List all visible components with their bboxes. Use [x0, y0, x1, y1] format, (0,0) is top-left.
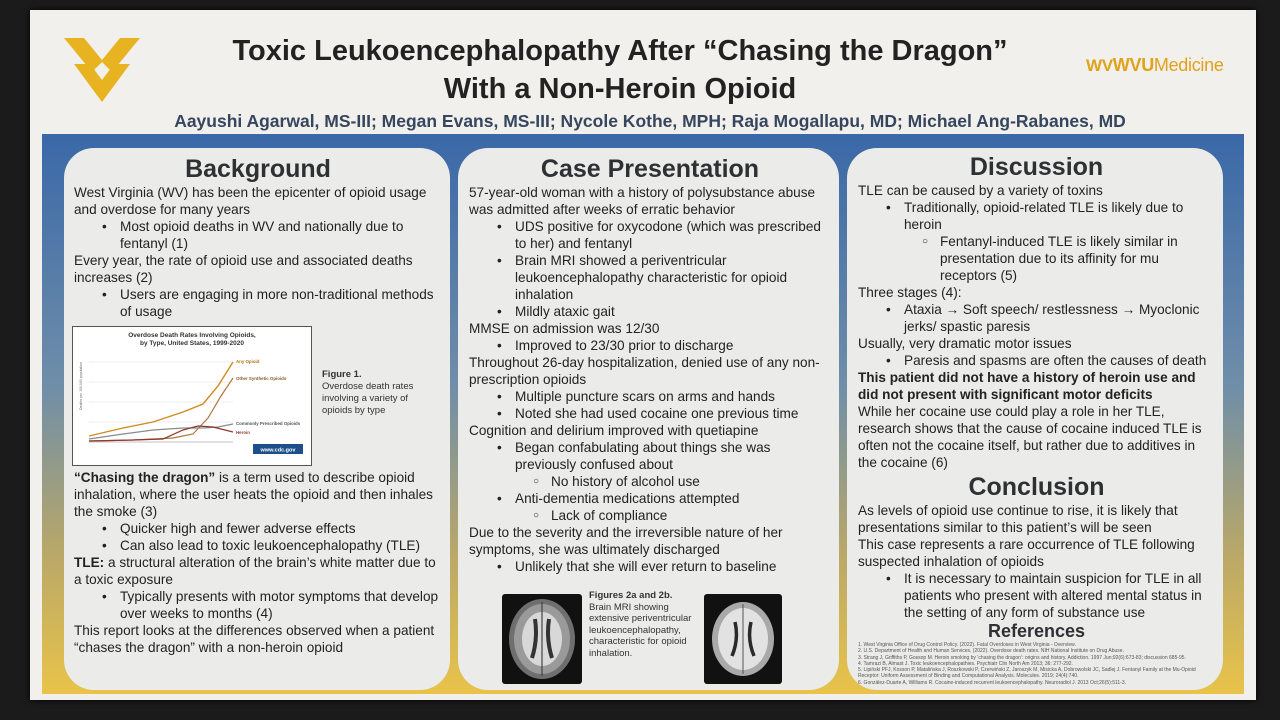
figure-2-caption-title: Figures 2a and 2b. [589, 590, 673, 601]
reference-item: 4. Tamrazi B, Almast J. Toxic leukoencephalopathies. Psychiatr Clin North Am 2013; 36: 277-292. [858, 660, 1073, 667]
background-bullet-3: • Quicker high and fewer adverse effects [102, 520, 442, 537]
case-subbullet-1: ○ No history of alcohol use [533, 473, 831, 490]
case-heading: Case Presentation [540, 155, 760, 183]
legend-other-synthetic: Other Synthetic Opioids [236, 376, 287, 381]
figure-title-2: by Type, United States, 1999-2020 [140, 340, 244, 347]
overdose-chart-image [72, 326, 312, 466]
discussion-subbullet-1: ○ Fentanyl-induced TLE is likely similar in presentation due to its affinity for mu receptors (5) [922, 233, 1215, 284]
discussion-bullet-3: • Paresis and spasms are often the causes of death [886, 352, 1215, 369]
conclusion-bullet-1: • It is necessary to maintain suspicion for TLE in all patients who present with altered mental status in the setting of any form of substance use [886, 570, 1215, 621]
overdose-chart-plot [73, 348, 309, 458]
figure-title-1: Overdose Death Rates Involving Opioids, [128, 332, 256, 339]
discussion-para-1: TLE can be caused by a variety of toxins [858, 183, 1103, 198]
case-para-3: Throughout 26-day hospitalization, denied use of any non-prescription opioids [469, 355, 820, 387]
figure-1-caption-title: Figure 1. [322, 369, 362, 380]
case-bullet-6: • Noted she had used cocaine one previous time [497, 405, 831, 422]
wvu-logo-mark: WV [1086, 56, 1113, 75]
tle-definition: a structural alteration of the brain’s white matter due to a toxic exposure [74, 555, 436, 587]
conclusion-para-2: This case represents a rare occurrence of TLE following suspected inhalation of opioids [858, 537, 1195, 569]
author-list: Aayushi Agarwal, MS-III; Megan Evans, MS-III; Nycole Kothe, MPH; Raja Mogallapu, MD; Michael Ang-Rabanes, MD [174, 111, 1126, 131]
case-bullet-3: • Mildly ataxic gait [497, 303, 831, 320]
discussion-heading: Discussion [969, 153, 1104, 181]
legend-any-opioid: Any Opioid [236, 359, 260, 364]
wvu-medicine-logo [1086, 55, 1224, 76]
references-heading: References [987, 621, 1086, 641]
discussion-bullet-1: • Traditionally, opioid-related TLE is likely due to heroin [886, 199, 1215, 233]
conclusion-para-1: As levels of opioid use continue to rise, it is likely that presentations similar to this patient’s will be seen [858, 503, 1178, 535]
background-panel [64, 148, 450, 690]
reference-item: 5. Lipiński PFJ, Kosson P, Matalińska J, Roszkowski P, Czerwiński Z, Jaroszyk M, Misicka A, Dobrowolski JC, Sadlej J. Fentanyl Family at the Mu-Opioid Receptor: Uniform Assessment of Binding and Computational Analysis. Molecules. 2019; 24(4):740. [858, 667, 1196, 680]
references-list [858, 642, 1215, 686]
chasing-dragon-definition: is a term used to describe opioid inhalation, where the user heats the opioid and then inhales the smoke (3) [74, 470, 433, 519]
case-bullet-2: • Brain MRI showed a periventricular leukoencephalopathy characteristic for opioid inhalation [497, 252, 831, 303]
cdc-badge: www.cdc.gov [260, 447, 296, 454]
discussion-para-2: Three stages (4): [858, 285, 962, 300]
case-para-1: 57-year-old woman with a history of polysubstance abuse was admitted after weeks of erratic behavior [469, 185, 816, 217]
legend-heroin: Heroin [236, 430, 250, 435]
discussion-para-3: Usually, very dramatic motor issues [858, 336, 1072, 351]
case-presentation-panel [458, 148, 839, 690]
wv-logo-icon [64, 34, 140, 106]
discussion-para-4: While her cocaine use could play a role in her TLE, research shows that the cause of cocaine induced TLE is often not the cocaine itself, but rather due to additives in the cocaine (6) [858, 404, 1202, 470]
background-para-1: West Virginia (WV) has been the epicenter of opioid usage and overdose for many years [74, 185, 427, 217]
case-bullet-8: • Anti-dementia medications attempted [497, 490, 831, 507]
reference-item: 6. González-Duarte A, Williams R. Cocaine-induced recurrent leukoencephalopathy. Neuroradiol J. 2013 Oct;26(5):511-3. [858, 679, 1127, 686]
wvu-logo-word: Medicine [1153, 55, 1224, 75]
poster-title-line1: Toxic Leukoencephalopathy After “Chasing the Dragon” [232, 35, 1008, 67]
case-bullet-1: • UDS positive for oxycodone (which was prescribed to her) and fentanyl [497, 218, 831, 252]
wvu-logo-bold: WVU [1112, 55, 1154, 75]
case-para-2: MMSE on admission was 12/30 [469, 321, 660, 336]
background-bullet-1: • Most opioid deaths in WV and nationally due to fentanyl (1) [102, 218, 442, 252]
poster-title-line2: With a Non-Heroin Opioid [443, 73, 797, 105]
background-para-2: Every year, the rate of opioid use and associated deaths increases (2) [74, 253, 413, 285]
reference-item: 2. U.S. Department of Health and Human Services. (2022). Overdose death rates. NIH National Institute on Drug Abuse. [858, 648, 1124, 655]
figure-1 [74, 323, 442, 469]
tle-term: TLE: [74, 555, 105, 570]
figure-ylabel: Deaths per 100,000 population [79, 362, 83, 410]
background-chasing-para [74, 469, 442, 520]
case-bullet-4: • Improved to 23/30 prior to discharge [497, 337, 831, 354]
case-bullet-7: • Began confabulating about things she was previously confused about [497, 439, 831, 473]
poster [30, 10, 1256, 700]
case-bullet-5: • Multiple puncture scars on arms and hands [497, 388, 831, 405]
discussion-panel [847, 148, 1223, 690]
reference-item: 3. Strang J, Griffiths P, Gossop M. Heroin smoking by ‘chasing the dragon’: origins and history. Addiction. 1997 Jun;92(6):673-83; discussion 685-95. [858, 654, 1186, 661]
background-bullet-5: • Typically presents with motor symptoms that develop over weeks to months (4) [102, 588, 442, 622]
background-heading: Background [185, 155, 331, 183]
legend-prescribed: Commonly Prescribed Opioids [236, 421, 301, 426]
case-subbullet-2: ○ Lack of compliance [533, 507, 831, 524]
background-tle-para [74, 554, 442, 588]
background-para-end: This report looks at the differences observed when a patient “chases the dragon” with a non-heroin opioid [74, 623, 435, 655]
chasing-dragon-term: “Chasing the dragon” [74, 470, 216, 485]
discussion-bold-statement: This patient did not have a history of heroin use and did not present with significant motor deficits [858, 370, 1196, 402]
case-para-5: Due to the severity and the irreversible nature of her symptoms, she was ultimately discharged [469, 525, 783, 557]
case-bullet-9: • Unlikely that she will ever return to baseline [497, 558, 831, 575]
case-para-4: Cognition and delirium improved with quetiapine [469, 423, 759, 438]
background-bullet-4: • Can also lead to toxic leukoencephalopathy (TLE) [102, 537, 442, 554]
discussion-bullet-2: • Ataxia → Soft speech/ restlessness → Myoclonic jerks/ spastic paresis [886, 301, 1215, 335]
reference-item: 1. West Virginia Office of Drug Control Policy. (2022). Fatal Overdoses in West Virginia - Overview. [858, 642, 1076, 648]
background-bullet-2: • Users are engaging in more non-traditional methods of usage [102, 286, 442, 320]
conclusion-heading: Conclusion [968, 473, 1105, 501]
mri-image-2a [502, 594, 582, 684]
figure-2-caption: Brain MRI showing extensive periventricular leukoencephalopathy, characteristic for opioid inhalation. [589, 601, 692, 659]
mri-image-2b [704, 594, 782, 684]
figure-1-caption: Overdose death rates involving a variety of opioids by type [322, 381, 414, 416]
